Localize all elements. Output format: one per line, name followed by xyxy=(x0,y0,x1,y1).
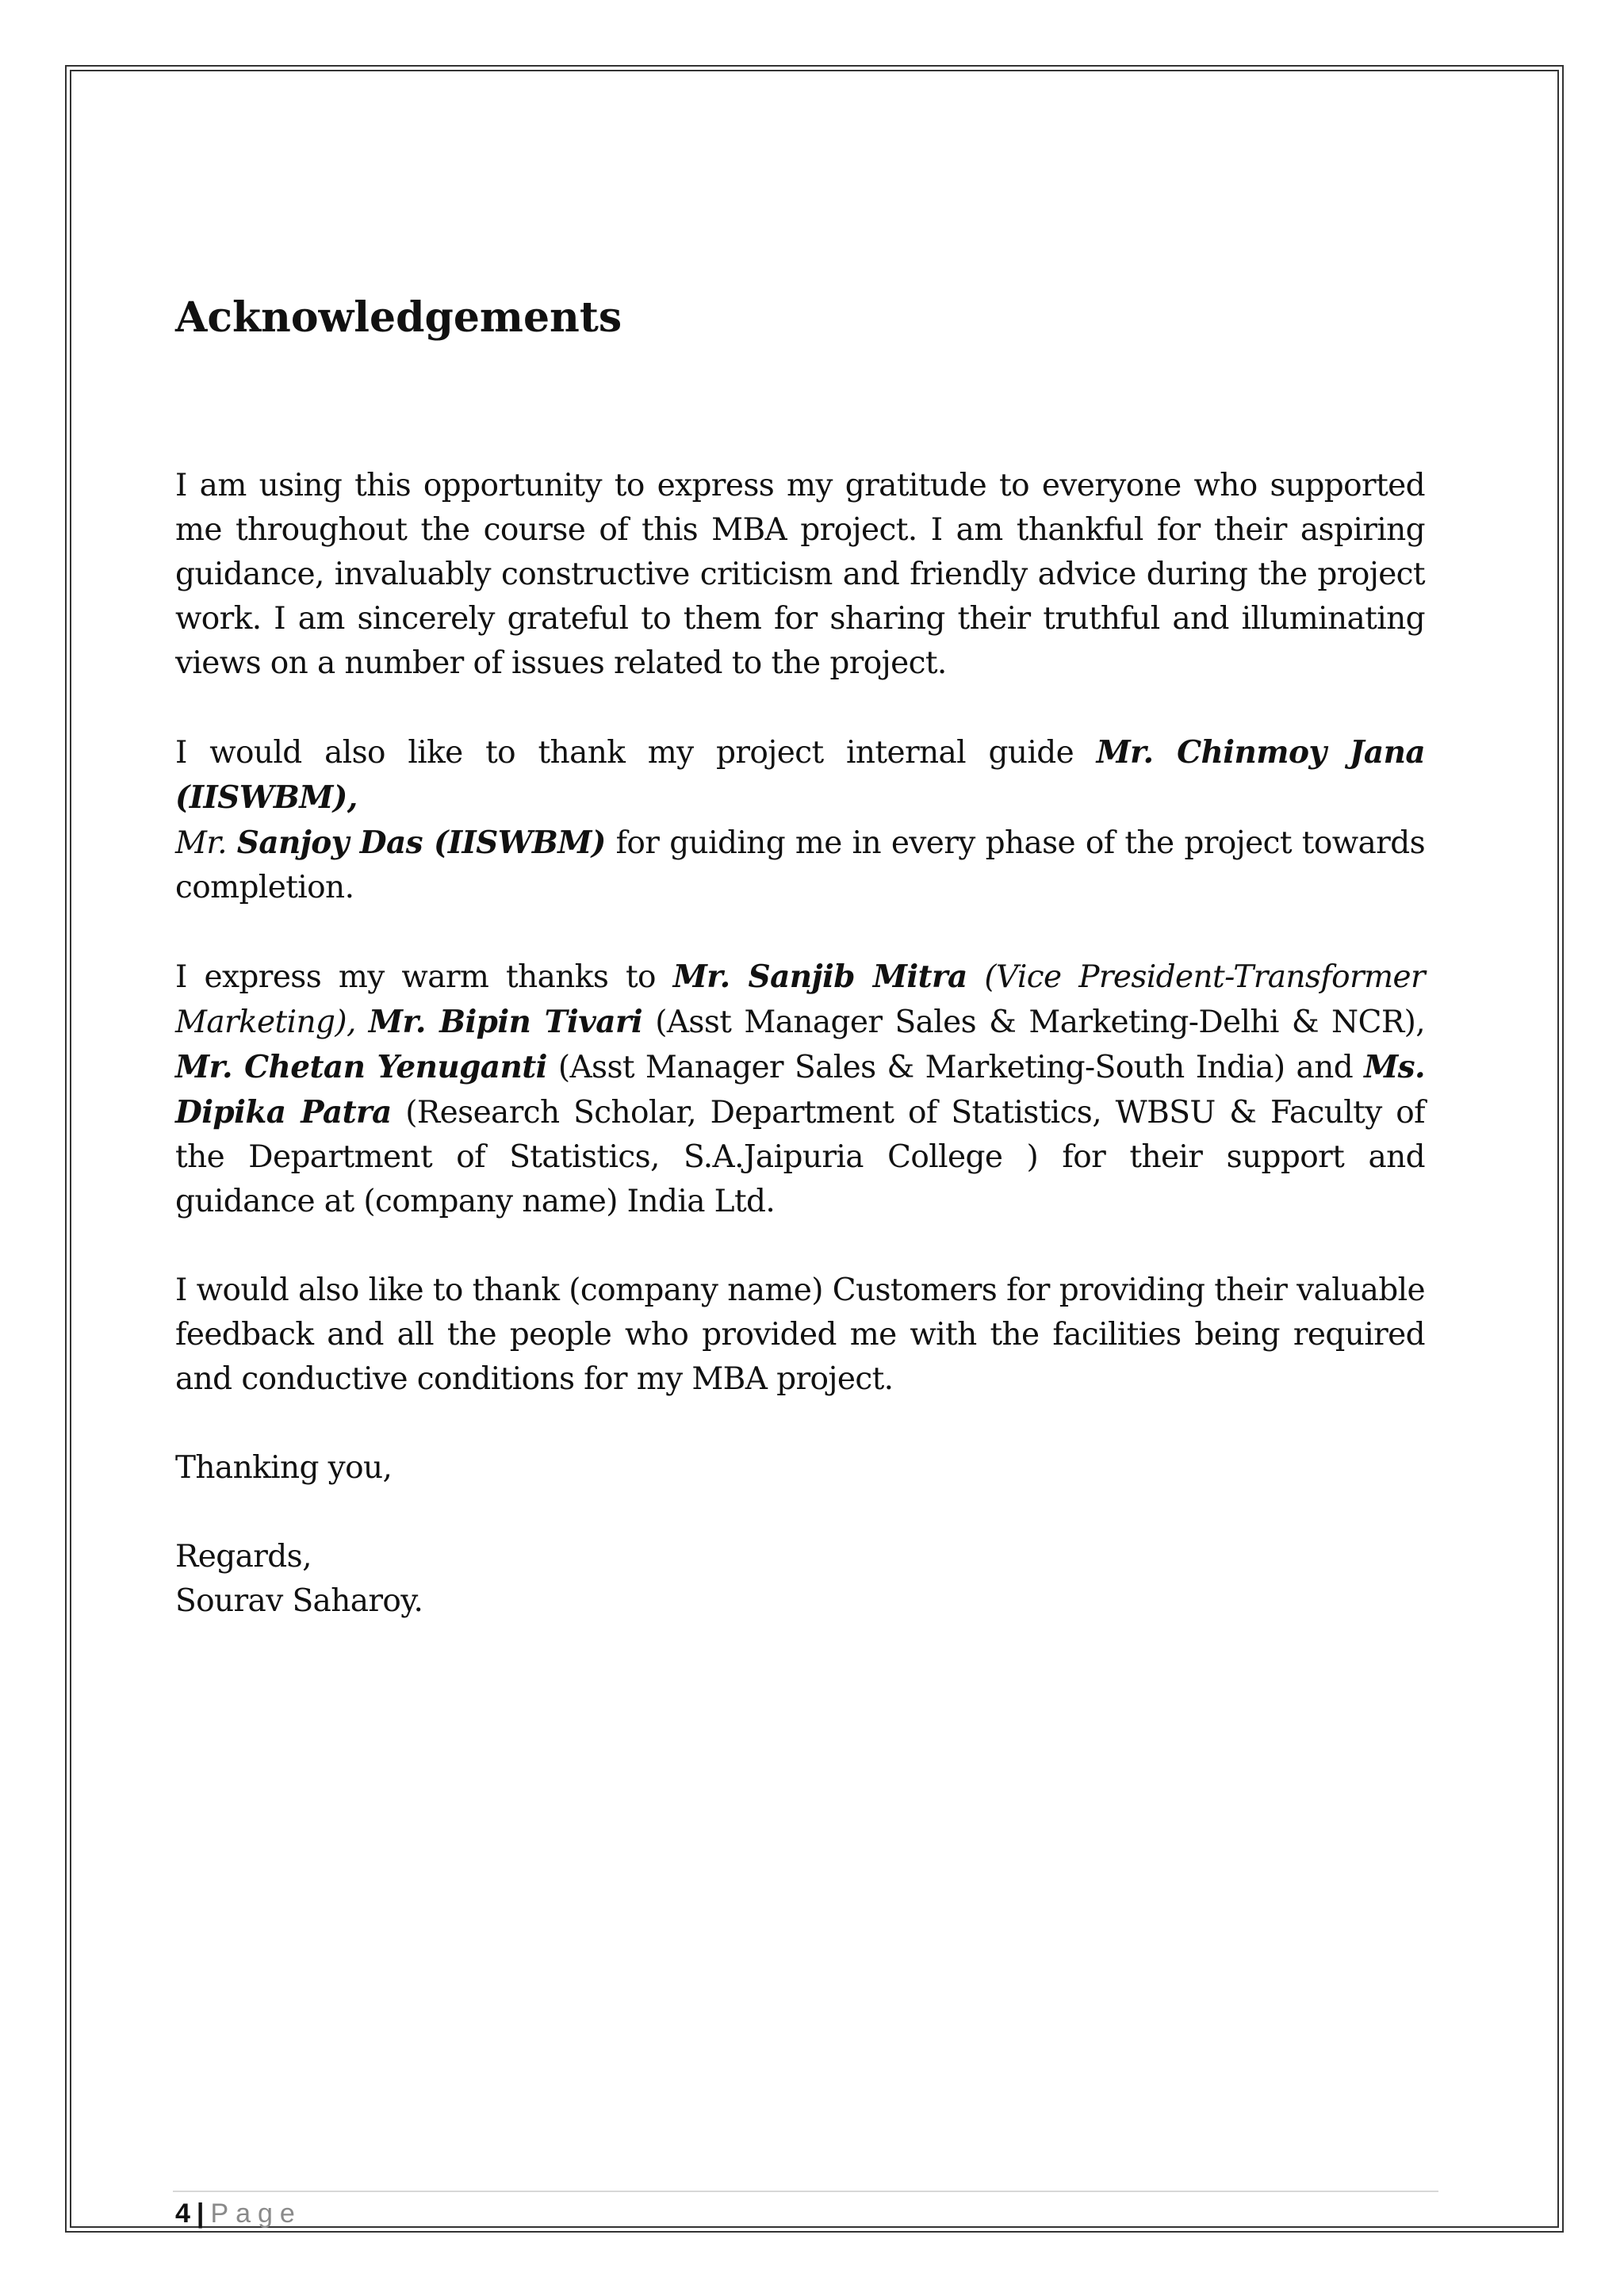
title-block xyxy=(175,293,1425,342)
footer-divider xyxy=(173,2191,1438,2192)
person-role-3: (Asst Manager Sales & Marketing-South India) and xyxy=(546,1050,1365,1085)
person-role-4: (Research Scholar, Department of Statistics, WBSU & Faculty of the Department of Statistics, S.A.Jaipuria College ) for their support and guidance at (company name) India Ltd. xyxy=(175,1095,1425,1219)
person-name-1: Mr. Sanjib Mitra xyxy=(672,959,967,995)
guides-rest: for guiding me in every phase of the project towards completion. xyxy=(175,825,1425,905)
guides-intro: I would also like to thank my project internal guide xyxy=(175,735,1097,771)
guide-title-mr: Mr. xyxy=(175,825,227,861)
guide-name-2: Sanjoy Das (IISWBM) xyxy=(236,825,606,861)
page-number: 4 xyxy=(175,2198,190,2229)
paragraph-guides xyxy=(175,730,1425,910)
person-role-1: (Vice President-Transformer Marketing), xyxy=(175,959,1426,1040)
paragraph-customers: I would also like to thank (company name) Customers for providing their valuable feedback and all the people who provided me with the facilities being required and conductive conditions for my MBA project. xyxy=(175,1272,1425,1397)
signature: Sourav Saharoy. xyxy=(175,1583,423,1619)
footer-separator: | xyxy=(196,2198,205,2229)
thanks-intro: I express my warm thanks to xyxy=(175,959,673,995)
paragraph-gratitude: I am using this opportunity to express my gratitude to everyone who supported me throughout the course of this MBA project. I am thankful for their aspiring guidance, invaluably constructive criticism and friendly advice during the project work. I am sincerely grateful to them for sharing their truthful and illuminating views on a number of issues related to the project. xyxy=(175,468,1425,681)
page-footer xyxy=(175,2196,302,2231)
page-label: Page xyxy=(210,2198,302,2229)
person-name-3: Mr. Chetan Yenuganti xyxy=(175,1049,547,1085)
guide-name-1: Mr. Chinmoy Jana (IISWBM), xyxy=(175,734,1425,816)
person-name-4: Ms. Dipika Patra xyxy=(175,1049,1425,1131)
body-text xyxy=(175,464,1425,1624)
person-role-2: (Asst Manager Sales & Marketing-Delhi & NCR), xyxy=(642,1004,1425,1040)
person-name-2: Mr. Bipin Tivari xyxy=(368,1004,643,1040)
regards-line: Regards, xyxy=(175,1539,312,1575)
page-title: Acknowledgements xyxy=(175,293,622,342)
paragraph-thanks xyxy=(175,955,1425,1224)
closing-line: Thanking you, xyxy=(175,1450,393,1486)
